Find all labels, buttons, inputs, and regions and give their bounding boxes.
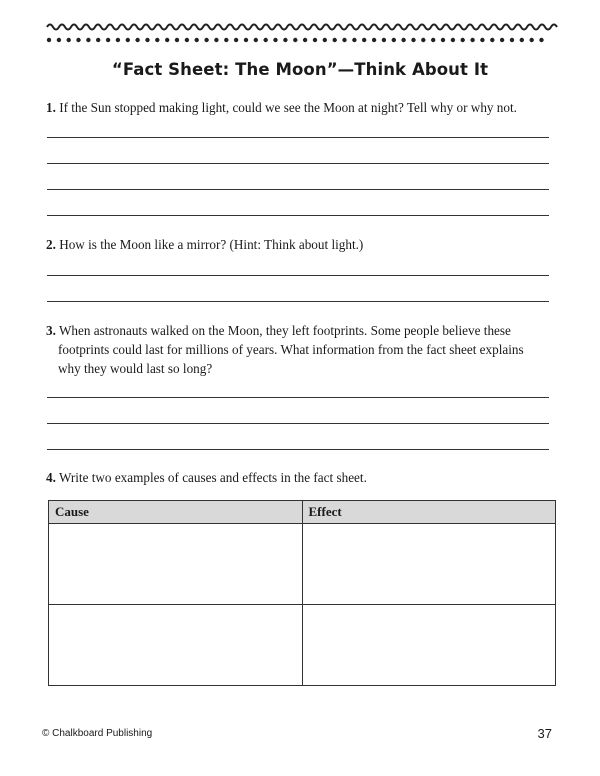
border-dot: [224, 38, 228, 42]
border-dot: [490, 38, 494, 42]
answer-line[interactable]: [47, 397, 549, 398]
border-dot: [264, 38, 268, 42]
border-dot: [480, 38, 484, 42]
question-1: [46, 99, 556, 118]
border-dot: [273, 38, 277, 42]
copyright-text: © Chalkboard Publishing: [42, 728, 153, 739]
border-dot: [451, 38, 455, 42]
answer-line[interactable]: [47, 137, 549, 138]
border-dot: [254, 38, 258, 42]
effect-cell[interactable]: [302, 524, 556, 605]
question-3: [46, 322, 556, 378]
border-dot: [539, 38, 543, 42]
question-text: If the Sun stopped making light, could we see the Moon at night? Tell why or why not.: [59, 100, 517, 115]
border-dot: [313, 38, 317, 42]
answer-line[interactable]: [47, 189, 549, 190]
border-dot: [510, 38, 514, 42]
cause-cell[interactable]: [49, 605, 303, 686]
border-dot: [175, 38, 179, 42]
question-2: [46, 236, 556, 255]
effect-header: Effect: [302, 501, 556, 524]
question-number: 4.: [46, 470, 56, 485]
border-dot: [47, 38, 51, 42]
answer-line[interactable]: [47, 423, 549, 424]
border-dot: [283, 38, 287, 42]
border-dot: [372, 38, 376, 42]
question-text: why they would last so long?: [58, 360, 213, 376]
border-dot: [116, 38, 120, 42]
question-number: 2.: [46, 237, 56, 252]
answer-line[interactable]: [47, 301, 549, 302]
border-dot: [470, 38, 474, 42]
answer-line[interactable]: [47, 215, 549, 216]
question-text: footprints could last for millions of years. What information from the fact sheet explains: [58, 341, 524, 357]
border-dot: [86, 38, 90, 42]
border-dot: [214, 38, 218, 42]
border-dot: [333, 38, 337, 42]
question-number: 1.: [46, 100, 56, 115]
border-dot: [57, 38, 61, 42]
border-dot: [293, 38, 297, 42]
border-dot: [411, 38, 415, 42]
border-dot: [244, 38, 248, 42]
cause-cell[interactable]: [49, 524, 303, 605]
question-number: 3.: [46, 323, 56, 338]
border-dot: [155, 38, 159, 42]
border-dot: [185, 38, 189, 42]
border-dot: [204, 38, 208, 42]
border-dot: [135, 38, 139, 42]
border-dot: [382, 38, 386, 42]
question-4: [46, 469, 556, 488]
effect-cell[interactable]: [302, 605, 556, 686]
border-dot: [342, 38, 346, 42]
border-dot: [441, 38, 445, 42]
decorative-border: [0, 0, 600, 50]
border-dot: [195, 38, 199, 42]
question-text: Write two examples of causes and effects in the fact sheet.: [58, 470, 367, 485]
question-text: When astronauts walked on the Moon, they left footprints. Some people believe these: [58, 323, 511, 338]
page-number: 37: [537, 726, 552, 741]
border-dot: [530, 38, 534, 42]
question-text: How is the Moon like a mirror? (Hint: Think about light.): [59, 237, 364, 252]
answer-line[interactable]: [47, 163, 549, 164]
border-dot: [461, 38, 465, 42]
border-dot: [96, 38, 100, 42]
answer-line[interactable]: [47, 275, 549, 276]
border-dot: [67, 38, 71, 42]
border-dot: [362, 38, 366, 42]
border-dot: [323, 38, 327, 42]
border-dot: [303, 38, 307, 42]
border-dot: [126, 38, 130, 42]
border-dot: [500, 38, 504, 42]
border-dot: [352, 38, 356, 42]
border-dot: [234, 38, 238, 42]
border-dot: [401, 38, 405, 42]
border-dot: [165, 38, 169, 42]
border-dot: [145, 38, 149, 42]
border-dot: [392, 38, 396, 42]
answer-line[interactable]: [47, 449, 549, 450]
page-title: “Fact Sheet: The Moon”—Think About It: [111, 60, 489, 79]
border-dot: [520, 38, 524, 42]
cause-effect-table: [48, 500, 556, 686]
border-dot: [106, 38, 110, 42]
cause-header: Cause: [49, 501, 303, 524]
border-dot: [76, 38, 80, 42]
border-dot: [421, 38, 425, 42]
border-dot: [431, 38, 435, 42]
